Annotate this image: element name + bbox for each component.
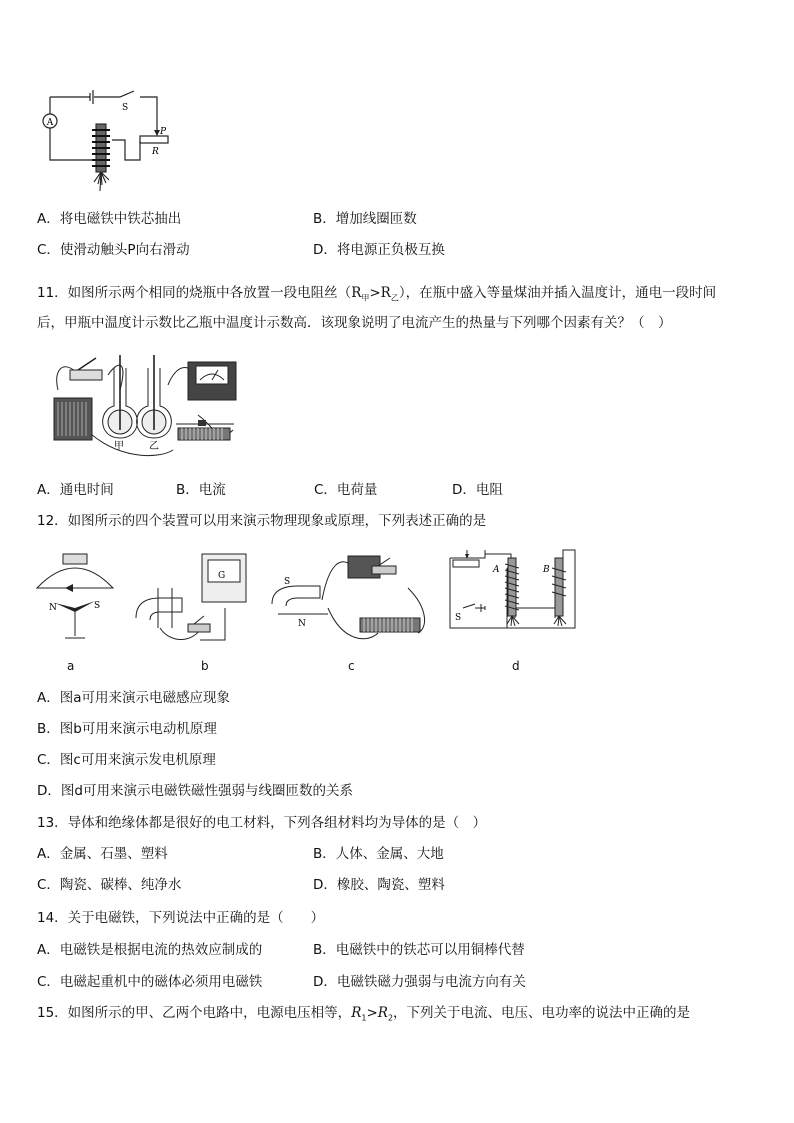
q12-option-a: A．图a可用来演示电磁感应现象	[37, 690, 231, 706]
rheostat-label: R	[152, 147, 159, 157]
q15-r1-sub: 1	[361, 1013, 367, 1023]
switch-base-icon	[70, 358, 102, 380]
q13-option-b: B．人体、金属、大地	[313, 846, 444, 862]
figure-d-switch-label: S	[455, 613, 462, 623]
q11-stem-post: ），在瓶中盛入等量煤油并插入温度计，通电一段时间	[398, 285, 717, 301]
q13-option-d: D．橡胶、陶瓷、塑料	[313, 877, 445, 893]
q15-r2-sub: 2	[387, 1013, 394, 1023]
rheostat-icon	[176, 420, 234, 440]
q11-r1-sub: 甲	[361, 293, 370, 303]
galvanometer-label: G	[218, 571, 226, 581]
q11-stem-pre: 11．如图所示两个相同的烧瓶中各放置一段电阻丝（	[37, 285, 352, 301]
q15-r2: R	[377, 1005, 388, 1021]
coil-a-label: A	[493, 565, 500, 575]
q15-gt: >	[366, 1005, 378, 1021]
coil-b-icon	[552, 558, 566, 626]
figure-c-caption: c	[348, 659, 355, 673]
q12-option-c: C．图c可用来演示发电机原理	[37, 752, 216, 768]
q14-stem: 14．关于电磁铁，下列说法中正确的是（ ）	[37, 910, 325, 926]
q14-option-a: A．电磁铁是根据电流的热效应制成的	[37, 942, 263, 958]
q11-r1: R	[351, 285, 362, 301]
q15-stem-pre: 15．如图所示的甲、乙两个电路中，电源电压相等，	[37, 1005, 352, 1021]
q12-stem: 12．如图所示的四个装置可以用来演示物理现象或原理，下列表述正确的是	[37, 513, 487, 529]
q14-option-c: C．电磁起重机中的磁体必须用电磁铁	[37, 974, 263, 990]
q13-option-a: A．金属、石墨、塑料	[37, 846, 168, 862]
figure-d-caption: d	[512, 659, 520, 673]
electromagnet-coil-icon	[92, 124, 110, 191]
q10-option-c: C．使滑动触头P向右滑动	[37, 242, 190, 258]
q11-gt: >	[369, 285, 381, 301]
q12-option-d: D．图d可用来演示电磁铁磁性强弱与线圈匝数的关系	[37, 783, 353, 799]
flask-yi-label: 乙	[149, 441, 159, 452]
q12-figure-b	[130, 548, 250, 648]
q11-r2-sub: 乙	[390, 293, 399, 303]
q12-figure-d	[445, 548, 585, 638]
q11-stem-line1	[37, 281, 716, 304]
q11-stem-line2: 后，甲瓶中温度计示数比乙瓶中温度计示数高．该现象说明了电流产生的热量与下列哪个因素有关？（ ）	[37, 315, 672, 331]
flask-jia-icon	[103, 355, 138, 438]
switch-label: S	[122, 103, 129, 113]
q10-option-d: D．将电源正负极互换	[313, 242, 445, 258]
q10-option-b: B．增加线圈匝数	[313, 211, 417, 227]
q12-figure-c	[268, 548, 428, 648]
flask-yi-icon	[137, 355, 172, 438]
q10-option-a: A．将电磁铁中铁芯抽出	[37, 211, 182, 227]
battery-icon	[54, 398, 92, 440]
figure-a-n-label: N	[49, 603, 57, 613]
ammeter-meter-icon	[188, 362, 236, 400]
q15-r1: R	[351, 1005, 362, 1021]
q15-stem-post: ，下列关于电流、电压、电功率的说法中正确的是	[393, 1005, 691, 1021]
slider-label: P	[160, 127, 167, 137]
q13-option-c: C．陶瓷、碳棒、纯净水	[37, 877, 182, 893]
q11-r2: R	[380, 285, 391, 301]
figure-a-s-label: S	[94, 601, 101, 611]
q12-figure-a	[35, 548, 115, 648]
flask-jia-label: 甲	[114, 441, 124, 452]
q13-stem: 13．导体和绝缘体都是很好的电工材料，下列各组材料均为导体的是（ ）	[37, 815, 487, 831]
figure-b-caption: b	[201, 659, 209, 673]
q11-option-a: A．通电时间	[37, 482, 114, 498]
ammeter-label: A	[46, 118, 54, 128]
figure-c-n-label: N	[298, 619, 306, 629]
q11-option-c: C．电荷量	[314, 482, 378, 498]
figure-a-caption: a	[67, 659, 75, 673]
coil-b-label: B	[543, 565, 550, 575]
figure-c-s-label: S	[284, 577, 291, 587]
q11-option-b: B．电流	[176, 482, 226, 498]
q14-option-b: B．电磁铁中的铁芯可以用铜棒代替	[313, 942, 525, 958]
q12-option-b: B．图b可用来演示电动机原理	[37, 721, 217, 737]
q11-option-d: D．电阻	[452, 482, 503, 498]
q14-option-d: D．电磁铁磁力强弱与电流方向有关	[313, 974, 526, 990]
q15-stem	[37, 1001, 690, 1023]
q10-circuit-figure	[30, 88, 180, 193]
q11-apparatus-figure	[48, 350, 248, 465]
